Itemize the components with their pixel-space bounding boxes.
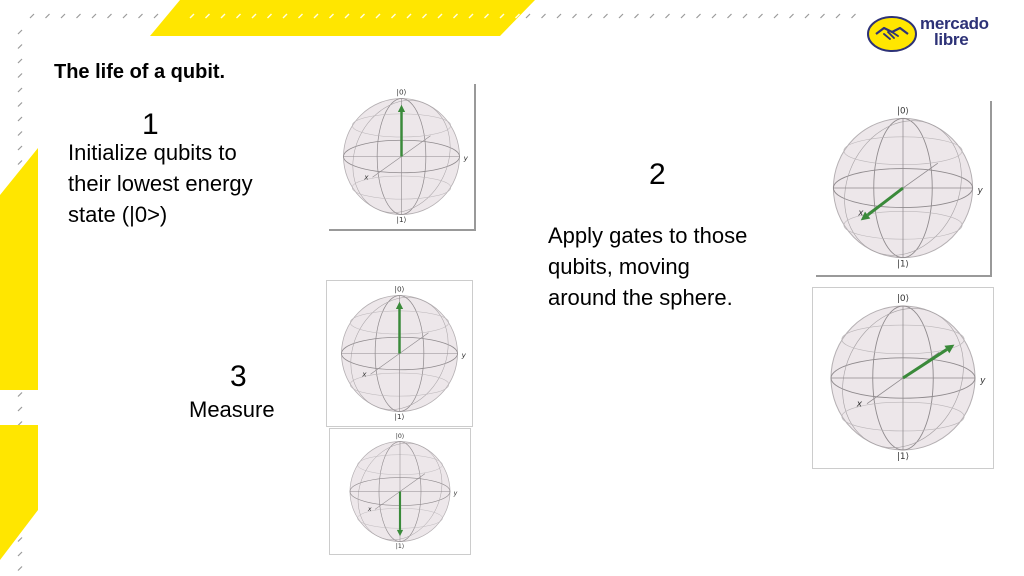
step-1-line: Initialize qubits to <box>68 140 237 165</box>
step-2-line: qubits, moving <box>548 254 690 279</box>
bloch-sphere-initial <box>329 84 476 231</box>
svg-text:|0⟩: |0⟩ <box>896 293 910 304</box>
bloch-sphere-graphic <box>327 281 472 426</box>
slide-title: The life of a qubit. <box>54 61 226 83</box>
brand-line-2: libre <box>934 30 969 49</box>
svg-text:|0⟩: |0⟩ <box>395 432 405 440</box>
svg-text:x: x <box>856 399 863 410</box>
bloch-sphere-gate-2 <box>812 287 994 469</box>
svg-text:y: y <box>977 185 983 196</box>
bloch-sphere-graphic <box>329 84 474 229</box>
step-2-line: Apply gates to those <box>548 223 748 248</box>
svg-text:x: x <box>858 208 864 219</box>
bloch-sphere-gate-1 <box>816 101 992 277</box>
svg-text:|1⟩: |1⟩ <box>395 542 405 550</box>
step-1-description <box>68 137 253 230</box>
step-2-description <box>548 220 747 313</box>
svg-text:y: y <box>461 350 466 360</box>
svg-text:y: y <box>463 153 468 163</box>
brand-line-1: mercado <box>920 14 989 33</box>
svg-text:|1⟩: |1⟩ <box>394 411 405 421</box>
bloch-sphere-graphic <box>816 101 990 275</box>
bloch-sphere-graphic <box>813 288 993 468</box>
step-3-line: Measure <box>189 397 275 422</box>
svg-text:x: x <box>367 506 372 514</box>
step-1-line: state (|0>) <box>68 202 168 227</box>
brand-wordmark <box>920 16 989 48</box>
svg-text:x: x <box>362 369 367 379</box>
svg-text:|0⟩: |0⟩ <box>897 106 909 117</box>
step-2-line: around the sphere. <box>548 285 733 310</box>
svg-text:y: y <box>453 490 458 498</box>
step-1-number: 1 <box>142 108 159 141</box>
svg-text:|0⟩: |0⟩ <box>396 87 407 97</box>
bloch-sphere-graphic <box>330 429 470 554</box>
svg-text:x: x <box>364 172 369 182</box>
step-1-line: their lowest energy <box>68 171 253 196</box>
step-3-number: 3 <box>230 360 247 393</box>
step-3-description <box>189 394 275 425</box>
svg-text:|0⟩: |0⟩ <box>394 284 405 294</box>
svg-text:|1⟩: |1⟩ <box>897 259 909 270</box>
svg-text:y: y <box>980 376 986 387</box>
step-2-number: 2 <box>649 158 666 191</box>
bloch-sphere-measure-1 <box>329 428 471 555</box>
svg-text:|1⟩: |1⟩ <box>396 214 407 224</box>
svg-text:|1⟩: |1⟩ <box>896 452 910 462</box>
bloch-sphere-measure-0 <box>326 280 473 427</box>
